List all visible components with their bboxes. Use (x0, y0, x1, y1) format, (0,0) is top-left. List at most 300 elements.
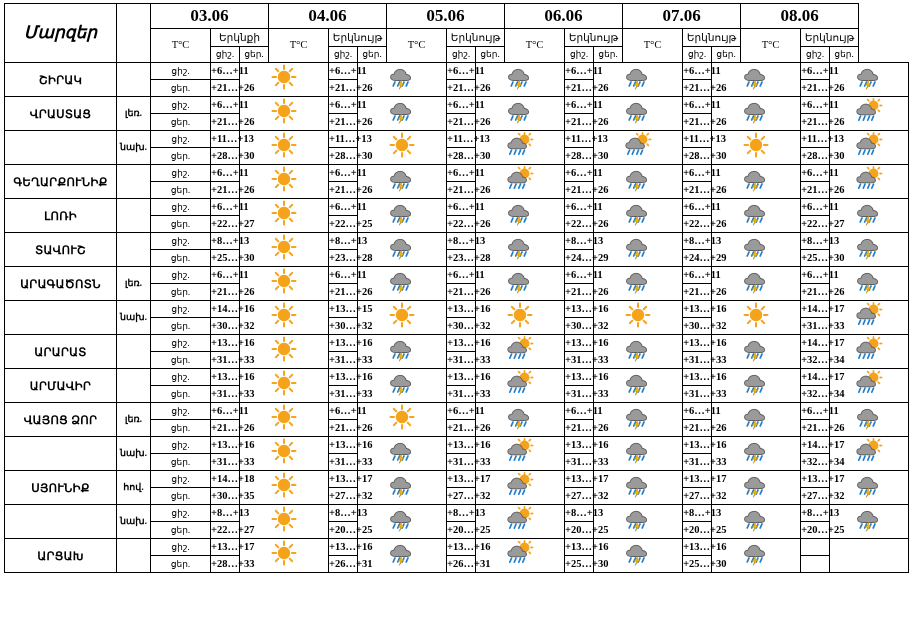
temp-3-3-0: +6…+11 (565, 165, 594, 182)
temp-10-3-1: +21…+26 (565, 420, 594, 437)
table-row (5, 199, 909, 216)
temp-4-0-0: +6…+11 (211, 199, 240, 216)
sunrain-weather-icon (505, 336, 535, 362)
temp-1-5-0: +6…+11 (801, 97, 830, 114)
storm-weather-icon (741, 540, 771, 566)
cloud-rain-lightning-icon (505, 200, 535, 226)
table-row (5, 131, 909, 148)
cloud-rain-lightning-icon (741, 234, 771, 260)
storm-weather-icon (387, 506, 417, 532)
daynight-label-5-0: ցիշ. (151, 233, 211, 250)
sun-cloud-rain-icon (854, 438, 884, 464)
region-name-13 (5, 505, 117, 539)
temp-7-4-0: +13…+16 (683, 301, 712, 318)
temp-11-1-0: +13…+16 (329, 437, 358, 454)
sunrain-weather-icon (505, 166, 535, 192)
sun-weather-icon (271, 302, 297, 328)
sun-weather-icon (271, 64, 297, 90)
sun-cloud-rain-icon (505, 540, 535, 566)
sun-weather-icon (271, 200, 297, 226)
sky-header-3: Երկնույթ (565, 29, 623, 47)
storm-weather-icon (741, 64, 771, 90)
date-col-2: 05.06 (387, 4, 505, 29)
temp-0-5-0: +6…+11 (801, 63, 830, 80)
sun-weather-icon (743, 302, 769, 328)
temp-1-4-0: +6…+11 (683, 97, 712, 114)
temp-3-4-1: +21…+26 (683, 182, 712, 199)
storm-weather-icon (741, 98, 771, 124)
sun-cloud-rain-icon (505, 370, 535, 396)
sun-icon (271, 166, 297, 192)
region-subzone-11: նախ. (117, 437, 151, 471)
region-name-1: ՎՐԱՍՏԱՑ (5, 97, 117, 131)
cloud-rain-lightning-icon (741, 540, 771, 566)
cloud-rain-lightning-icon (854, 200, 884, 226)
sky-day-header-4: ցիշ. (683, 47, 712, 63)
daynight-label-7-1: ցեր. (151, 318, 211, 335)
sun-cloud-rain-icon (505, 506, 535, 532)
storm-weather-icon (505, 200, 535, 226)
storm-weather-icon (387, 370, 417, 396)
sky-header-5: Երկնույթ (801, 29, 859, 47)
cloud-rain-lightning-icon (741, 64, 771, 90)
temp-header-3: T°C (505, 29, 565, 63)
temp-9-0-1: +31…+33 (211, 386, 240, 403)
temp-1-0-0: +6…+11 (211, 97, 240, 114)
sun-weather-icon (389, 404, 415, 430)
storm-weather-icon (623, 200, 653, 226)
cloud-rain-lightning-icon (854, 472, 884, 498)
cloud-rain-lightning-icon (623, 540, 653, 566)
temp-12-1-1: +27…+32 (329, 488, 358, 505)
region-subzone-13: նախ. (117, 505, 151, 539)
cloud-rain-lightning-icon (623, 506, 653, 532)
sun-icon (271, 234, 297, 260)
region-subzone-9 (117, 369, 151, 403)
cloud-rain-lightning-icon (387, 98, 417, 124)
temp-3-4-0: +6…+11 (683, 165, 712, 182)
sun-weather-icon (271, 404, 297, 430)
temp-3-2-1: +21…+26 (447, 182, 476, 199)
sun-icon (271, 268, 297, 294)
temp-8-2-1: +31…+33 (447, 352, 476, 369)
sky-day-header-2: ցիշ. (447, 47, 476, 63)
temp-10-5-0: +6…+11 (801, 403, 830, 420)
temp-8-5-1: +32…+34 (801, 352, 830, 369)
sun-icon (271, 98, 297, 124)
temp-11-2-1: +31…+33 (447, 454, 476, 471)
spacer-cell (117, 4, 151, 63)
temp-14-5-1 (801, 556, 830, 573)
temp-10-0-0: +6…+11 (211, 403, 240, 420)
temp-9-2-0: +13…+16 (447, 369, 476, 386)
temp-9-5-0: +14…+17 (801, 369, 830, 386)
temp-11-3-1: +31…+33 (565, 454, 594, 471)
sun-weather-icon (271, 540, 297, 566)
cloud-rain-lightning-icon (505, 98, 535, 124)
temp-11-3-0: +13…+16 (565, 437, 594, 454)
storm-weather-icon (741, 200, 771, 226)
storm-weather-icon (623, 234, 653, 260)
region-name-12: ՍՅՈՒՆԻՔ (5, 471, 117, 505)
temp-2-0-0: +11…+13 (211, 131, 240, 148)
sun-icon (743, 302, 769, 328)
cloud-rain-lightning-icon (623, 370, 653, 396)
temp-6-1-1: +21…+26 (329, 284, 358, 301)
temp-0-2-0: +6…+11 (447, 63, 476, 80)
temp-13-3-1: +20…+25 (565, 522, 594, 539)
temp-1-2-0: +6…+11 (447, 97, 476, 114)
temp-1-1-0: +6…+11 (329, 97, 358, 114)
temp-4-1-1: +22…+25 (329, 216, 358, 233)
region-name-5: ՏԱՎՈՒՇ (5, 233, 117, 267)
temp-6-5-0: +6…+11 (801, 267, 830, 284)
temp-13-4-0: +8…+13 (683, 505, 712, 522)
storm-weather-icon (387, 540, 417, 566)
temp-6-2-1: +21…+26 (447, 284, 476, 301)
temp-6-4-0: +6…+11 (683, 267, 712, 284)
sun-cloud-rain-icon (854, 370, 884, 396)
temp-10-4-1: +21…+26 (683, 420, 712, 437)
temp-14-4-0: +13…+16 (683, 539, 712, 556)
table-row (5, 267, 909, 284)
sunrain-weather-icon (854, 132, 884, 158)
temp-7-5-1: +31…+33 (801, 318, 830, 335)
temp-8-4-0: +13…+16 (683, 335, 712, 352)
sun-cloud-rain-icon (623, 132, 653, 158)
cloud-rain-lightning-icon (387, 166, 417, 192)
cloud-rain-lightning-icon (387, 234, 417, 260)
storm-weather-icon (741, 234, 771, 260)
storm-weather-icon (741, 472, 771, 498)
storm-weather-icon (505, 268, 535, 294)
table-row (5, 301, 909, 318)
table-row (5, 505, 909, 522)
cloud-rain-lightning-icon (387, 506, 417, 532)
region-subzone-12: հով. (117, 471, 151, 505)
storm-weather-icon (387, 166, 417, 192)
cloud-rain-lightning-icon (854, 268, 884, 294)
temp-2-3-1: +28…+30 (565, 148, 594, 165)
temp-10-4-0: +6…+11 (683, 403, 712, 420)
region-subzone-6: լեռ. (117, 267, 151, 301)
temp-13-0-1: +22…+27 (211, 522, 240, 539)
cloud-rain-lightning-icon (387, 200, 417, 226)
table-row (5, 403, 909, 420)
temp-8-3-0: +13…+16 (565, 335, 594, 352)
sky-header-4: Երկնույթ (683, 29, 741, 47)
temp-9-2-1: +31…+33 (447, 386, 476, 403)
region-subzone-5 (117, 233, 151, 267)
temp-11-5-0: +14…+17 (801, 437, 830, 454)
sun-icon (389, 302, 415, 328)
sun-weather-icon (389, 302, 415, 328)
daynight-label-5-1: ցեր. (151, 250, 211, 267)
sky-night-header-1: ցեր. (358, 47, 387, 63)
temp-8-2-0: +13…+16 (447, 335, 476, 352)
sun-weather-icon (271, 506, 297, 532)
temp-4-5-1: +22…+27 (801, 216, 830, 233)
temp-12-2-0: +13…+17 (447, 471, 476, 488)
sun-icon (389, 132, 415, 158)
temp-0-3-1: +21…+26 (565, 80, 594, 97)
storm-weather-icon (623, 404, 653, 430)
temp-1-2-1: +21…+26 (447, 114, 476, 131)
sky-night-header-0: ցեր. (240, 47, 269, 63)
table-body (5, 63, 909, 573)
sky-day-header-1: ցիշ. (329, 47, 358, 63)
daynight-label-11-1: ցեր. (151, 454, 211, 471)
temp-13-4-1: +20…+25 (683, 522, 712, 539)
region-name-8: ԱՐԱՐԱՏ (5, 335, 117, 369)
temp-5-2-1: +23…+28 (447, 250, 476, 267)
temp-9-3-0: +13…+16 (565, 369, 594, 386)
temp-5-4-0: +8…+13 (683, 233, 712, 250)
temp-5-2-0: +8…+13 (447, 233, 476, 250)
sun-icon (271, 132, 297, 158)
temp-0-4-0: +6…+11 (683, 63, 712, 80)
temp-13-2-0: +8…+13 (447, 505, 476, 522)
sun-cloud-rain-icon (505, 472, 535, 498)
temp-8-5-0: +14…+17 (801, 335, 830, 352)
temp-6-0-0: +6…+11 (211, 267, 240, 284)
temp-6-1-0: +6…+11 (329, 267, 358, 284)
daynight-label-8-0: ցիշ. (151, 335, 211, 352)
temp-11-0-0: +13…+16 (211, 437, 240, 454)
storm-weather-icon (854, 200, 884, 226)
cloud-rain-lightning-icon (387, 268, 417, 294)
region-name-11 (5, 437, 117, 471)
cloud-rain-lightning-icon (854, 234, 884, 260)
cloud-rain-lightning-icon (387, 438, 417, 464)
sun-weather-icon (271, 336, 297, 362)
storm-weather-icon (623, 540, 653, 566)
storm-weather-icon (741, 506, 771, 532)
temp-9-1-0: +13…+16 (329, 369, 358, 386)
temp-3-1-1: +21…+26 (329, 182, 358, 199)
cloud-rain-lightning-icon (623, 404, 653, 430)
temp-12-0-1: +30…+35 (211, 488, 240, 505)
cloud-rain-lightning-icon (505, 268, 535, 294)
temp-header-2: T°C (387, 29, 447, 63)
sun-cloud-rain-icon (505, 166, 535, 192)
temp-10-1-0: +6…+11 (329, 403, 358, 420)
temp-7-2-1: +30…+32 (447, 318, 476, 335)
temp-4-3-1: +22…+26 (565, 216, 594, 233)
storm-weather-icon (623, 166, 653, 192)
cloud-rain-lightning-icon (623, 64, 653, 90)
temp-12-5-0: +13…+17 (801, 471, 830, 488)
temp-4-2-0: +6…+11 (447, 199, 476, 216)
temp-7-3-1: +30…+32 (565, 318, 594, 335)
temp-9-0-0: +13…+16 (211, 369, 240, 386)
temp-0-0-0: +6…+11 (211, 63, 240, 80)
daynight-label-7-0: ցիշ. (151, 301, 211, 318)
cloud-rain-lightning-icon (741, 200, 771, 226)
table-row (5, 97, 909, 114)
temp-7-4-1: +30…+32 (683, 318, 712, 335)
sun-cloud-rain-icon (505, 132, 535, 158)
temp-3-0-0: +6…+11 (211, 165, 240, 182)
temp-10-2-1: +21…+26 (447, 420, 476, 437)
region-subzone-10: լեռ. (117, 403, 151, 437)
storm-weather-icon (854, 506, 884, 532)
temp-3-2-0: +6…+11 (447, 165, 476, 182)
temp-12-4-0: +13…+17 (683, 471, 712, 488)
temp-3-5-0: +6…+11 (801, 165, 830, 182)
region-name-10: ՎԱՅՈՑ ՁՈՐ (5, 403, 117, 437)
temp-12-0-0: +14…+18 (211, 471, 240, 488)
temp-12-3-1: +27…+32 (565, 488, 594, 505)
temp-13-5-1: +20…+25 (801, 522, 830, 539)
storm-weather-icon (623, 370, 653, 396)
temp-4-5-0: +6…+11 (801, 199, 830, 216)
sunrain-weather-icon (505, 370, 535, 396)
weather-cell-14-5 (830, 539, 909, 573)
temp-5-3-0: +8…+13 (565, 233, 594, 250)
cloud-rain-lightning-icon (623, 234, 653, 260)
storm-weather-icon (854, 268, 884, 294)
temp-2-5-1: +28…+30 (801, 148, 830, 165)
cloud-rain-lightning-icon (741, 268, 771, 294)
temp-8-1-0: +13…+16 (329, 335, 358, 352)
cloud-rain-lightning-icon (741, 336, 771, 362)
sunrain-weather-icon (505, 132, 535, 158)
temp-13-0-0: +8…+13 (211, 505, 240, 522)
table-row (5, 369, 909, 386)
storm-weather-icon (387, 64, 417, 90)
temp-4-2-1: +22…+26 (447, 216, 476, 233)
sunrain-weather-icon (854, 438, 884, 464)
temp-9-5-1: +32…+34 (801, 386, 830, 403)
storm-weather-icon (741, 370, 771, 396)
temp-5-5-1: +25…+30 (801, 250, 830, 267)
forecast-table (4, 3, 909, 573)
storm-weather-icon (623, 268, 653, 294)
temp-1-0-1: +21…+26 (211, 114, 240, 131)
region-subzone-14 (117, 539, 151, 573)
date-col-0: 03.06 (151, 4, 269, 29)
corner-label: Մարզեր (5, 4, 117, 63)
sunrain-weather-icon (854, 302, 884, 328)
temp-5-3-1: +24…+29 (565, 250, 594, 267)
cloud-rain-lightning-icon (387, 336, 417, 362)
temp-10-5-1: +21…+26 (801, 420, 830, 437)
storm-weather-icon (741, 404, 771, 430)
sky-header-1: Երկնույթ (329, 29, 387, 47)
temp-0-1-1: +21…+26 (329, 80, 358, 97)
sky-night-header-2: ցեր. (476, 47, 505, 63)
daynight-label-11-0: ցիշ. (151, 437, 211, 454)
date-col-1: 04.06 (269, 4, 387, 29)
sky-day-header-5: ցիշ. (801, 47, 830, 63)
daynight-label-14-1: ցեր. (151, 556, 211, 573)
sky-day-header-0: ցիշ. (211, 47, 240, 63)
storm-weather-icon (505, 64, 535, 90)
temp-4-1-0: +6…+11 (329, 199, 358, 216)
temp-9-4-1: +31…+33 (683, 386, 712, 403)
storm-weather-icon (387, 472, 417, 498)
temp-2-2-1: +28…+30 (447, 148, 476, 165)
cloud-rain-lightning-icon (623, 98, 653, 124)
temp-13-3-0: +8…+13 (565, 505, 594, 522)
temp-9-4-0: +13…+16 (683, 369, 712, 386)
temp-header-5: T°C (741, 29, 801, 63)
sun-weather-icon (271, 98, 297, 124)
storm-weather-icon (387, 268, 417, 294)
sun-icon (271, 472, 297, 498)
temp-5-5-0: +8…+13 (801, 233, 830, 250)
temp-header-4: T°C (623, 29, 683, 63)
sun-weather-icon (271, 234, 297, 260)
temp-3-0-1: +21…+26 (211, 182, 240, 199)
temp-11-0-1: +31…+33 (211, 454, 240, 471)
storm-weather-icon (854, 64, 884, 90)
sun-icon (271, 438, 297, 464)
daynight-label-3-0: ցիշ. (151, 165, 211, 182)
sun-icon (625, 302, 651, 328)
header-row-dates (5, 4, 909, 29)
storm-weather-icon (854, 404, 884, 430)
daynight-label-1-1: ցեր. (151, 114, 211, 131)
temp-1-4-1: +21…+26 (683, 114, 712, 131)
sunrain-weather-icon (623, 132, 653, 158)
temp-2-1-1: +28…+30 (329, 148, 358, 165)
sky-night-header-5: ցեր. (830, 47, 859, 63)
daynight-label-14-0: ցիշ. (151, 539, 211, 556)
daynight-label-2-0: ցիշ. (151, 131, 211, 148)
temp-2-5-0: +11…+13 (801, 131, 830, 148)
sunrain-weather-icon (854, 166, 884, 192)
temp-1-5-1: +21…+26 (801, 114, 830, 131)
temp-2-0-1: +28…+30 (211, 148, 240, 165)
temp-8-4-1: +31…+33 (683, 352, 712, 369)
temp-12-4-1: +27…+32 (683, 488, 712, 505)
sky-day-header-3: ցիշ. (565, 47, 594, 63)
sun-icon (271, 64, 297, 90)
temp-6-5-1: +21…+26 (801, 284, 830, 301)
sun-icon (271, 336, 297, 362)
temp-10-1-1: +21…+26 (329, 420, 358, 437)
table-row (5, 233, 909, 250)
temp-13-1-0: +8…+13 (329, 505, 358, 522)
temp-0-4-1: +21…+26 (683, 80, 712, 97)
temp-header-0: T°C (151, 29, 211, 63)
region-name-4: ԼՈՌԻ (5, 199, 117, 233)
temp-3-1-0: +6…+11 (329, 165, 358, 182)
sky-night-header-4: ցեր. (712, 47, 741, 63)
storm-weather-icon (741, 268, 771, 294)
date-col-3: 06.06 (505, 4, 623, 29)
temp-0-2-1: +21…+26 (447, 80, 476, 97)
sun-cloud-rain-icon (505, 438, 535, 464)
daynight-label-13-1: ցեր. (151, 522, 211, 539)
daynight-label-6-1: ցեր. (151, 284, 211, 301)
daynight-label-2-1: ցեր. (151, 148, 211, 165)
region-name-6: ԱՐԱԳԱԾՈՏՆ (5, 267, 117, 301)
sun-icon (271, 506, 297, 532)
storm-weather-icon (387, 200, 417, 226)
temp-6-4-1: +21…+26 (683, 284, 712, 301)
temp-14-1-0: +13…+16 (329, 539, 358, 556)
region-name-14: ԱՐՑԱԽ (5, 539, 117, 573)
storm-weather-icon (623, 98, 653, 124)
daynight-label-9-0: ցիշ. (151, 369, 211, 386)
temp-12-3-0: +13…+17 (565, 471, 594, 488)
temp-10-2-0: +6…+11 (447, 403, 476, 420)
temp-14-5-0 (801, 539, 830, 556)
temp-10-3-0: +6…+11 (565, 403, 594, 420)
